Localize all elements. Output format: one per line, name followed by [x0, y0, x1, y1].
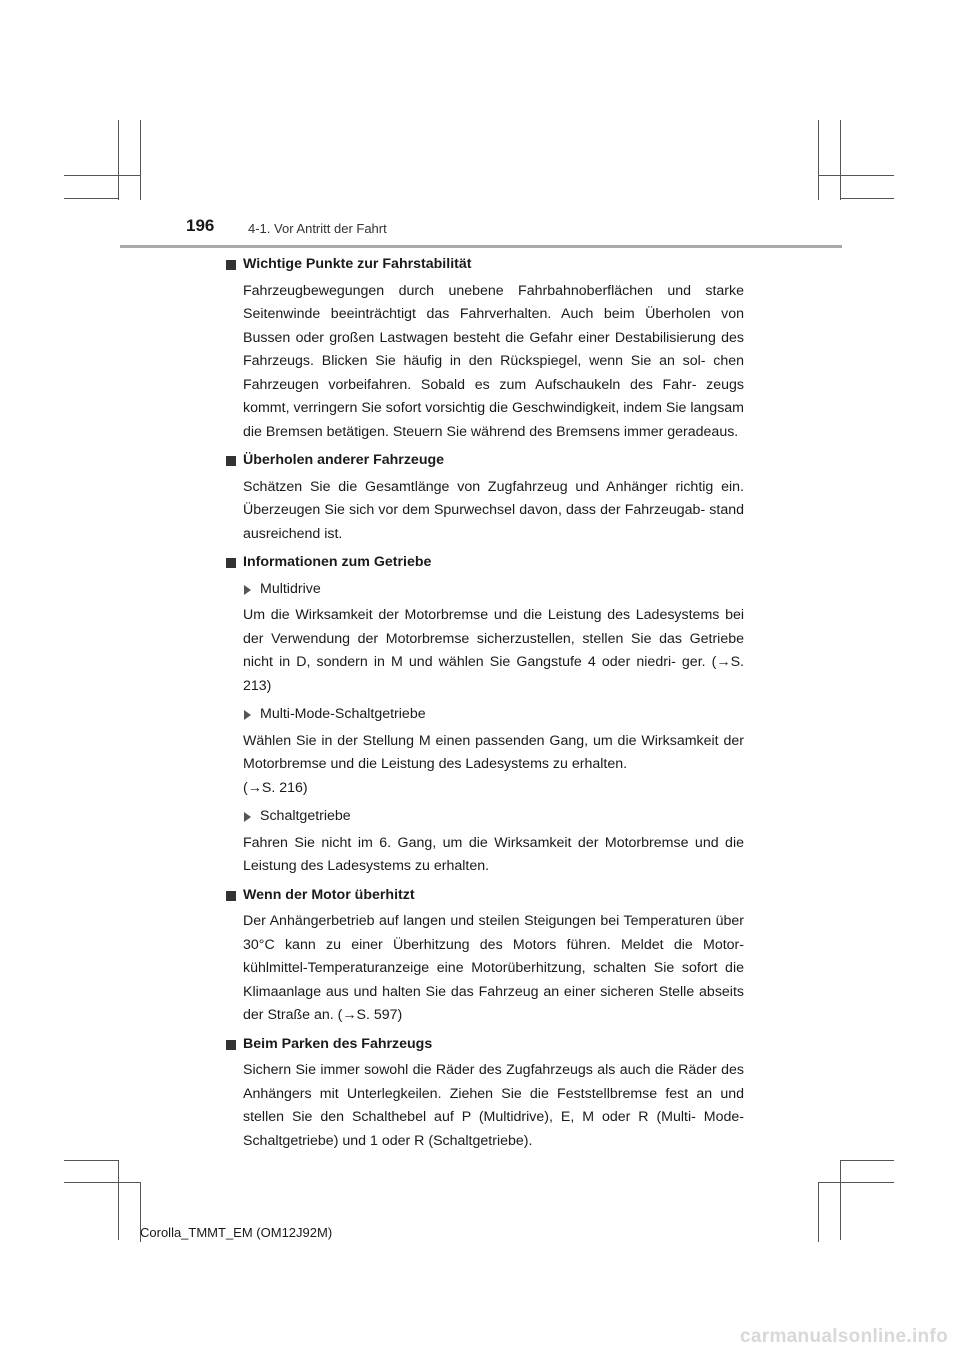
- section-heading: Überholen anderer Fahrzeuge: [226, 449, 744, 473]
- crop-mark: [840, 120, 841, 200]
- paragraph: Schätzen Sie die Gesamtlänge von Zugfahrzeug und Anhänger richtig ein. Überzeugen Sie sich vor dem Spurwechsel davon, dass der Fahrzeugab- stand ausreichend ist.: [243, 478, 744, 542]
- crop-mark: [818, 175, 894, 176]
- crop-mark: [840, 1160, 894, 1161]
- square-bullet-icon: [226, 1040, 236, 1050]
- square-bullet-icon: [226, 891, 236, 901]
- page-number: 196: [186, 216, 215, 235]
- paragraph: Fahren Sie nicht im 6. Gang, um die Wirksamkeit der Motorbremse und die Leistung des Ladesystems zu erhalten.: [243, 834, 744, 874]
- sub-item-label: Multi-Mode-Schaltgetriebe: [243, 703, 744, 727]
- paragraph: Um die Wirksamkeit der Motorbremse und die Leistung des Ladesystems bei der Verwendung der Motorbremse sicherzustellen, stellen Sie das Getriebe nicht in D, sondern in M und wählen Sie Gangstufe 4 oder niedri- ger. (→S. 213): [243, 607, 744, 694]
- triangle-bullet-icon: [244, 585, 251, 595]
- square-bullet-icon: [226, 260, 236, 270]
- crop-mark: [818, 1182, 894, 1183]
- crop-mark: [118, 1160, 119, 1240]
- square-bullet-icon: [226, 456, 236, 466]
- paragraph: Sichern Sie immer sowohl die Räder des Zugfahrzeugs als auch die Räder des Anhängers mit Unterlegkeilen. Ziehen Sie die Feststellbremse fest an und stellen Sie den Schalthebel auf P (Multidrive), E, M oder R (Multi- Mode-Schaltgetriebe) und 1 oder R (Schaltgetriebe).: [243, 1062, 744, 1149]
- paragraph: Wählen Sie in der Stellung M einen passenden Gang, um die Wirksamkeit der Motorbremse und die Leistung des Ladesystems zu erhalten. (→S. 216): [243, 732, 744, 796]
- crop-mark: [64, 1182, 140, 1183]
- crop-mark: [64, 1160, 118, 1161]
- crop-mark: [840, 198, 894, 199]
- crop-mark: [140, 120, 141, 200]
- crop-mark: [118, 120, 119, 200]
- watermark: carmanualsonline.info: [740, 1326, 948, 1347]
- section-title: 4-1. Vor Antritt der Fahrt: [248, 221, 387, 236]
- page-reference: (→S. 216): [243, 779, 308, 796]
- section-heading: Informationen zum Getriebe: [226, 551, 744, 575]
- crop-mark: [64, 175, 140, 176]
- section-heading: Wenn der Motor überhitzt: [226, 884, 744, 908]
- square-bullet-icon: [226, 558, 236, 568]
- document-id: Corolla_TMMT_EM (OM12J92M): [140, 1225, 333, 1240]
- crop-mark: [64, 198, 118, 199]
- sub-item-label: Multidrive: [243, 578, 744, 602]
- paragraph: Der Anhängerbetrieb auf langen und steilen Steigungen bei Temperaturen über 30°C kann zu einer Überhitzung des Motors führen. Meldet die Motor- kühlmittel-Temperaturanzeige eine Motorüberhitzung, schalten Sie sofort die Klimaanlage aus und halten Sie das Fahrzeug an einer sicheren Stelle abseits der Straße an. (→S. 597): [243, 913, 744, 1023]
- page-content: [226, 253, 744, 1158]
- triangle-bullet-icon: [244, 812, 251, 822]
- sub-item-label: Schaltgetriebe: [243, 805, 744, 829]
- crop-mark: [818, 1182, 819, 1242]
- triangle-bullet-icon: [244, 710, 251, 720]
- crop-mark: [818, 120, 819, 200]
- paragraph: Fahrzeugbewegungen durch unebene Fahrbahnoberflächen und starke Seitenwinde beeinträchtigt das Fahrverhalten. Auch beim Überholen von Bussen oder großen Lastwagen besteht die Gefahr einer Destabilisierung des Fahrzeugs. Blicken Sie häufig in den Rückspiegel, wenn Sie an sol- chen Fahrzeugen vorbeifahren. Sobald es zum Aufschaukeln des Fahr- zeugs kommt, verringern Sie sofort vorsichtig die Geschwindigkeit, indem Sie langsam die Bremsen betätigen. Steuern Sie während des Bremsens immer geradeaus.: [243, 282, 744, 440]
- section-heading: Beim Parken des Fahrzeugs: [226, 1033, 744, 1057]
- crop-mark: [840, 1160, 841, 1240]
- section-heading: Wichtige Punkte zur Fahrstabilität: [226, 253, 744, 277]
- header-divider: [120, 245, 842, 248]
